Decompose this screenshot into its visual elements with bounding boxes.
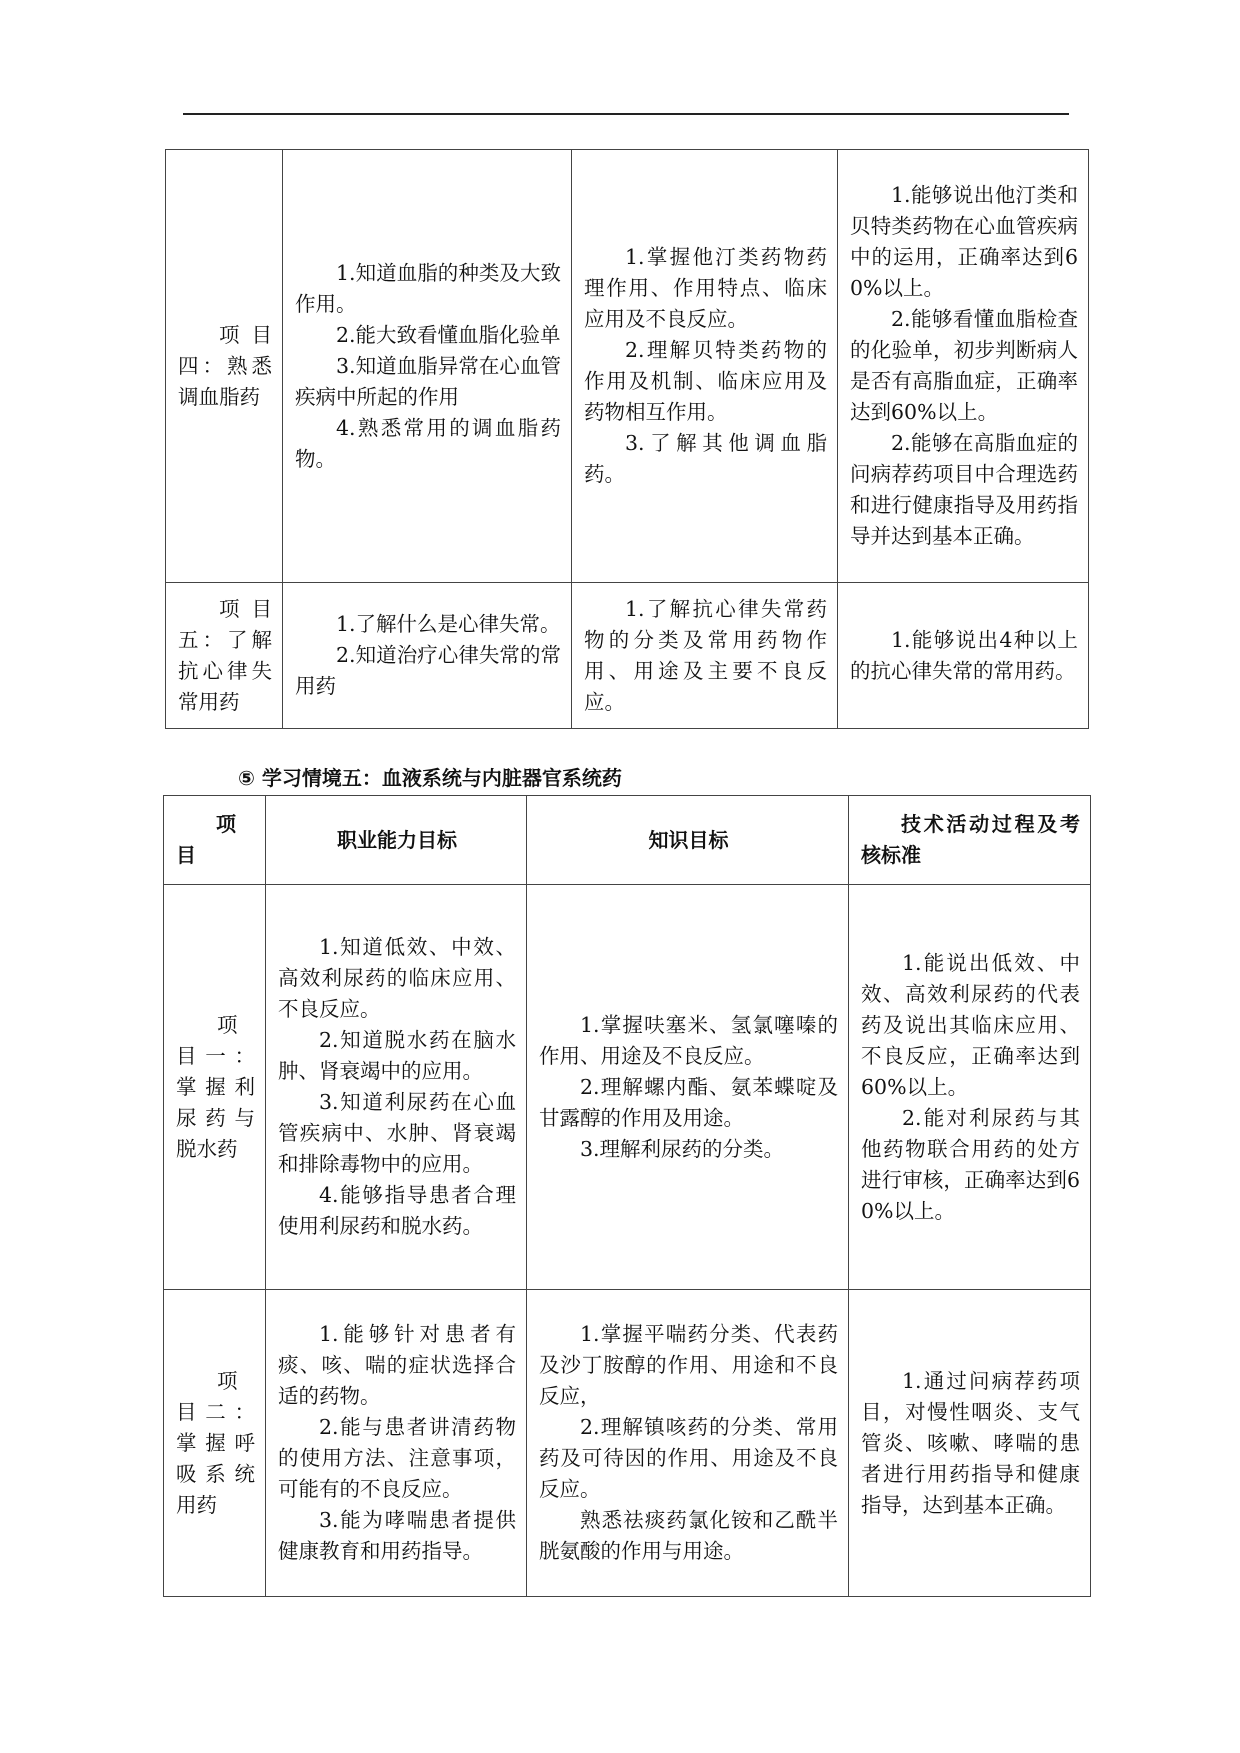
ability-item: 2.知道脱水药在脑水肿、肾衰竭中的应用。 bbox=[278, 1028, 516, 1083]
knowledge-item: 熟悉祛痰药氯化铵和乙酰半胱氨酸的作用与用途。 bbox=[539, 1508, 838, 1563]
assessment-cell bbox=[849, 1290, 1091, 1597]
ability-item: 4.能够指导患者合理使用利尿药和脱水药。 bbox=[278, 1183, 516, 1238]
ability-item: 2.知道治疗心律失常的常用药 bbox=[295, 643, 561, 698]
ability-item: 3.能为哮喘患者提供健康教育和用药指导。 bbox=[278, 1508, 516, 1563]
assessment-cell bbox=[849, 885, 1091, 1290]
ability-cell bbox=[266, 885, 527, 1290]
knowledge-cell bbox=[572, 150, 838, 583]
knowledge-item: 3.了解其他调血脂药。 bbox=[584, 431, 827, 486]
assessment-item: 1.通过问病荐药项目，对慢性咽炎、支气管炎、咳嗽、哮喘的患者进行用药指导和健康指导，达到基本正确。 bbox=[861, 1368, 1080, 1517]
knowledge-cell bbox=[572, 583, 838, 729]
assessment-item: 1.能够说出4种以上的抗心律失常的常用药。 bbox=[850, 627, 1078, 683]
ability-item: 2.能与患者讲清药物的使用方法、注意事项，可能有的不良反应。 bbox=[278, 1415, 516, 1501]
ability-cell bbox=[283, 583, 572, 729]
table-continued bbox=[165, 149, 1089, 729]
knowledge-item: 2.理解螺内酯、氨苯蝶啶及甘露醇的作用及用途。 bbox=[539, 1074, 838, 1130]
header-project: 项目 bbox=[164, 796, 266, 885]
ability-item: 1.知道血脂的种类及大致作用。 bbox=[295, 260, 561, 316]
learning-situation-table bbox=[163, 795, 1091, 1597]
ability-cell bbox=[266, 1290, 527, 1597]
ability-cell bbox=[283, 150, 572, 583]
knowledge-item: 2.理解贝特类药物的作用及机制、临床应用及药物相互作用。 bbox=[584, 338, 827, 424]
ability-item: 1.能够针对患者有痰、咳、喘的症状选择合适的药物。 bbox=[278, 1322, 516, 1408]
knowledge-item: 1.掌握他汀类药物药理作用、作用特点、临床应用及不良反应。 bbox=[584, 245, 827, 331]
assessment-cell bbox=[838, 583, 1089, 729]
assessment-cell bbox=[838, 150, 1089, 583]
table-row bbox=[166, 583, 1089, 729]
table-row bbox=[164, 1290, 1091, 1597]
knowledge-item: 1.掌握平喘药分类、代表药及沙丁胺醇的作用、用途和不良反应， bbox=[539, 1322, 838, 1408]
knowledge-item: 1.掌握呋塞米、氢氯噻嗪的作用、用途及不良反应。 bbox=[539, 1012, 838, 1068]
table-row bbox=[166, 150, 1089, 583]
assessment-item: 1.能说出低效、中效、高效利尿药的代表药及说出其临床应用、不良反应，正确率达到 60%以上。 bbox=[861, 950, 1080, 1099]
assessment-item: 2.能够在高脂血症的问病荐药项目中合理选药和进行健康指导及用药指导并达到基本正确。 bbox=[850, 431, 1078, 548]
ability-item: 1.了解什么是心律失常。 bbox=[336, 612, 561, 636]
section-title: ⑤ 学习情境五：血液系统与内脏器官系统药 bbox=[238, 766, 622, 790]
knowledge-cell bbox=[527, 885, 849, 1290]
header-ability: 职业能力目标 bbox=[266, 796, 527, 885]
header-assessment: 技术活动过程及考核标准 bbox=[849, 796, 1091, 885]
project-cell: 项目四：熟悉调血脂药 bbox=[166, 150, 283, 583]
ability-item: 4.熟悉常用的调血脂药物。 bbox=[295, 415, 561, 471]
ability-item: 2.能大致看懂血脂化验单 bbox=[336, 322, 561, 347]
knowledge-cell bbox=[527, 1290, 849, 1597]
ability-item: 3.知道利尿药在心血管疾病中、水肿、肾衰竭和排除毒物中的应用。 bbox=[278, 1090, 516, 1176]
header-rule bbox=[183, 113, 1069, 115]
table-header-row bbox=[164, 796, 1091, 885]
header-knowledge: 知识目标 bbox=[527, 796, 849, 885]
knowledge-item: 1.了解抗心律失常药物的分类及常用药物作用、用途及主要不良反应。 bbox=[584, 596, 827, 714]
assessment-item: 2.能对利尿药与其他药物联合用药的处方进行审核，正确率达到60%以上。 bbox=[861, 1105, 1080, 1223]
project-cell: 项目五：了解抗心律失常用药 bbox=[166, 583, 283, 729]
ability-item: 1.知道低效、中效、高效利尿药的临床应用、不良反应。 bbox=[278, 935, 516, 1021]
project-cell: 项目一：掌握利尿药与脱水药 bbox=[164, 885, 266, 1290]
knowledge-item: 3.理解利尿药的分类。 bbox=[580, 1136, 785, 1161]
assessment-item: 1.能够说出他汀类和贝特类药物在心血管疾病中的运用，正确率达到60%以上。 bbox=[850, 183, 1078, 300]
ability-item: 3.知道血脂异常在心血管疾病中所起的作用 bbox=[295, 353, 561, 409]
assessment-item: 2.能够看懂血脂检查的化验单，初步判断病人是否有高脂血症，正确率达到60%以上。 bbox=[850, 307, 1078, 424]
table-row bbox=[164, 885, 1091, 1290]
knowledge-item: 2.理解镇咳药的分类、常用药及可待因的作用、用途及不良反应。 bbox=[539, 1415, 838, 1501]
project-cell: 项目二：掌握呼吸系统用药 bbox=[164, 1290, 266, 1597]
